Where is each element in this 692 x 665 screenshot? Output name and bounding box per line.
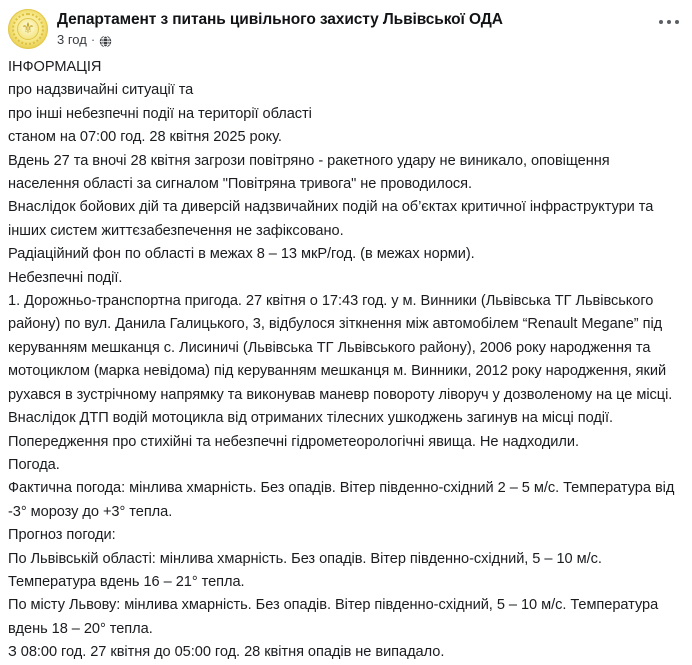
- post-text-line: По місту Львову: мінлива хмарність. Без опадів. Вітер південно-східний, 5 – 10 м/с. Температура вдень 18 – 20° тепла.: [8, 597, 659, 637]
- post-timestamp[interactable]: 3 год: [57, 32, 87, 47]
- post-text-line: 1. Дорожньо-транспортна пригода. 27 квітня о 17:43 год. у м. Винники (Львівська ТГ Львівського району) по вул. Данила Галицького, 3, відбулося зіткнення між автомобілем “Renault Megane” під керуванням мешканця с. Лисиничі (Львівська ТГ Львівського району), 2006 року народження та мотоциклом (марка невідома) під керуванням мешканця м. Винники, 2012 року народження, який рухався в зустрічному напрямку та виконував маневр повороту ліворуч у дозволеному на це місці. Внаслідок ДТП водій мотоцикла від отриманих тілесних ушкоджень загинув на місці події.: [8, 293, 673, 427]
- trident-emblem-icon: ⚜: [21, 19, 35, 37]
- menu-dot: [659, 20, 663, 24]
- post-text-line: Прогноз погоди:: [8, 527, 116, 544]
- menu-dot: [675, 20, 679, 24]
- post-text-line: Погода.: [8, 456, 60, 473]
- post-text-line: Небезпечні події.: [8, 269, 123, 286]
- post-text-line: З 08:00 год. 27 квітня до 05:00 год. 28 квітня опадів не випадало.: [8, 644, 445, 661]
- menu-dot: [667, 20, 671, 24]
- post-text-line: По Львівській області: мінлива хмарність. Без опадів. Вітер південно-східний, 5 – 10 м/с. Температура вдень 16 – 21° тепла.: [8, 550, 602, 590]
- post-text-line: Вдень 27 та вночі 28 квітня загрози повітряно - ракетного удару не виникало, оповіщення населення області за сигналом "Повітряна тривога" не проводилося.: [8, 152, 610, 193]
- post-header-text: [57, 9, 503, 48]
- post-text-line: Фактична погода: мінлива хмарність. Без опадів. Вітер південно-східний 2 – 5 м/с. Температура від -3° морозу до +3° тепла.: [8, 480, 675, 520]
- post-header: [0, 0, 692, 54]
- post-text-line: ІНФОРМАЦІЯ: [8, 59, 102, 75]
- post-text-line: про надзвичайні ситуації та: [8, 82, 194, 99]
- post-body: [0, 54, 692, 665]
- post-text-line: Попередження про стихійні та небезпечні гідрометеорологічні явища. Не надходили.: [8, 433, 579, 450]
- post-text-line: Радіаційний фон по області в межах 8 – 13 мкР/год. (в межах норми).: [8, 246, 475, 263]
- globe-icon[interactable]: [99, 35, 112, 48]
- more-options-icon[interactable]: [659, 20, 679, 24]
- post-text-line: Внаслідок бойових дій та диверсій надзвичайних подій на об’єктах критичної інфраструктури та інших систем життєзабезпечення не зафіксовано.: [8, 199, 654, 239]
- post-meta: [57, 32, 503, 48]
- post-text-line: про інші небезпечні події на території області: [8, 105, 312, 122]
- post-text-line: станом на 07:00 год. 28 квітня 2025 року.: [8, 129, 282, 146]
- post-author-name[interactable]: Департамент з питань цивільного захисту Львівської ОДА: [57, 11, 503, 28]
- meta-separator: ·: [90, 32, 96, 47]
- avatar[interactable]: [8, 9, 48, 49]
